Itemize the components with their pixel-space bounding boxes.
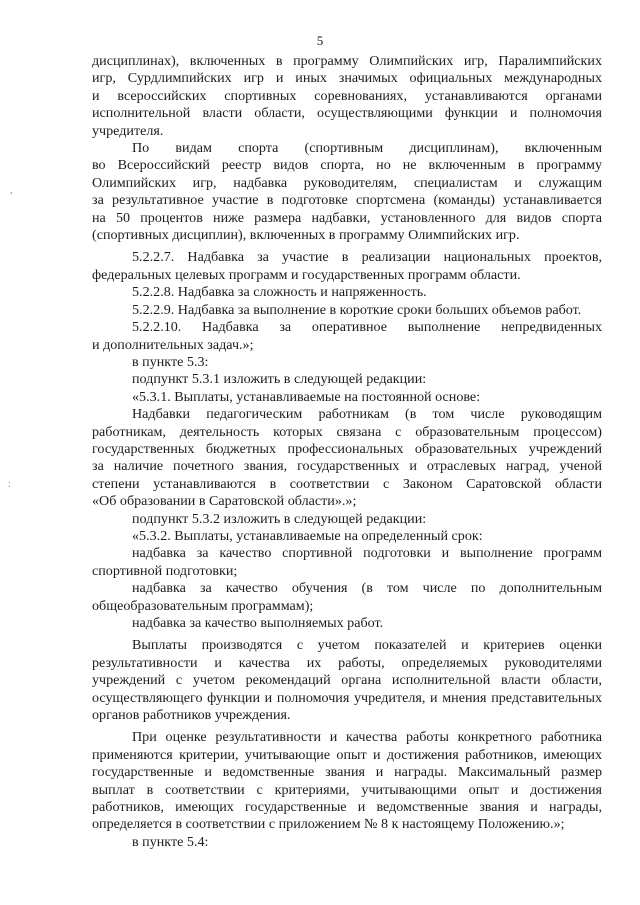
text-line: и дополнительных задач.»; [92, 336, 254, 353]
text-line: «5.3.2. Выплаты, устанавливаемые на определенный срок: [132, 527, 483, 544]
text-line: на 50 процентов ниже размера надбавки, установленного для видов спорта [92, 209, 602, 226]
text-line: надбавка за качество спортивной подготовки и выполнение программ [132, 545, 602, 562]
text-line: дисциплинах), включенных в программу Олимпийских игр, Паралимпийских [92, 53, 602, 69]
text-line: исполнительной власти области, осуществляющими функции и полномочия [92, 105, 602, 122]
scan-speck: : [8, 479, 11, 490]
scan-speck: , [10, 185, 13, 196]
text-line: подпункт 5.3.1 изложить в следующей редакции: [132, 371, 427, 388]
text-line: во Всероссийский реестр видов спорта, но не включенным в программу [92, 157, 602, 174]
text-line: в пункте 5.4: [132, 833, 209, 850]
text-line: (спортивных дисциплин), включенных в программу Олимпийских игр. [92, 227, 520, 244]
text-line: в пункте 5.3: [132, 353, 209, 370]
text-line: федеральных целевых программ и государственных программ области. [92, 266, 521, 283]
document-body [92, 53, 602, 851]
text-line: надбавка за качество обучения (в том числе по дополнительным [132, 580, 602, 597]
page-number: 5 [316, 33, 324, 48]
text-line: государственных бюджетных профессиональных образовательных учреждений [92, 440, 602, 457]
text-line: выплат в соответствии с критериями, учитывающими опыт и достижения [92, 781, 602, 798]
text-line: По видам спорта (спортивным дисциплинам), включенным [132, 140, 602, 157]
text-line: игр, Сурдлимпийских игр и иных значимых официальных международных [92, 70, 602, 87]
text-line: Олимпийских игр, надбавка руководителям, специалистам и служащим [92, 174, 602, 191]
text-line: органов работников учреждения. [92, 707, 291, 724]
text-line: При оценке результативности и качества работы конкретного работника [132, 729, 602, 746]
text-line: «5.3.1. Выплаты, устанавливаемые на постоянной основе: [132, 388, 481, 405]
text-line: степени устанавливаются в соответствии с Законом Саратовской области [92, 475, 602, 492]
text-line: за результативное участие в подготовке спортсмена (команды) устанавливается [92, 192, 602, 209]
text-line: государственные и ведомственные звания и награды. Максимальный размер [92, 764, 602, 781]
text-line: надбавка за качество выполняемых работ. [132, 615, 384, 631]
text-line: общеобразовательным программам); [92, 597, 314, 614]
text-line: «Об образовании в Саратовской области».»; [92, 493, 357, 510]
text-line: учреждений с учетом рекомендаций органа исполнительной власти области, [92, 672, 602, 689]
text-line: спортивной подготовки; [92, 562, 238, 579]
text-line: применяются критерии, учитывающие опыт и достижения работников, имеющих [92, 746, 602, 763]
text-line: работников, имеющих государственные и ведомственные звания и награды, [92, 799, 602, 816]
text-line: за наличие почетного звания, государственных и отраслевых наград, ученой [92, 458, 602, 475]
text-line: работникам, деятельность которых связана с образовательным процессом) [92, 423, 602, 440]
text-line: учредителя. [92, 122, 164, 139]
text-line: осуществляющего функции и полномочия учредителя, и мнения представительных [92, 689, 602, 706]
text-line: Надбавки педагогическим работникам (в том числе руководящим [132, 406, 602, 423]
text-line: 5.2.2.10. Надбавка за оперативное выполнение непредвиденных [132, 319, 602, 336]
text-line: определяется в соответствии с приложением № 8 к настоящему Положению.»; [92, 816, 565, 833]
text-line: 5.2.2.9. Надбавка за выполнение в короткие сроки больших объемов работ. [132, 301, 582, 318]
text-line: 5.2.2.8. Надбавка за сложность и напряженность. [132, 284, 427, 301]
text-line: подпункт 5.3.2 изложить в следующей редакции: [132, 510, 427, 527]
text-line: и всероссийских спортивных соревнованиях, устанавливаются органами [92, 87, 602, 104]
text-line: Выплаты производятся с учетом показателей и критериев оценки [132, 637, 602, 654]
text-line: 5.2.2.7. Надбавка за участие в реализации национальных проектов, [132, 249, 602, 266]
text-line: результативности и качества их работы, определяемых руководителями [92, 654, 602, 671]
